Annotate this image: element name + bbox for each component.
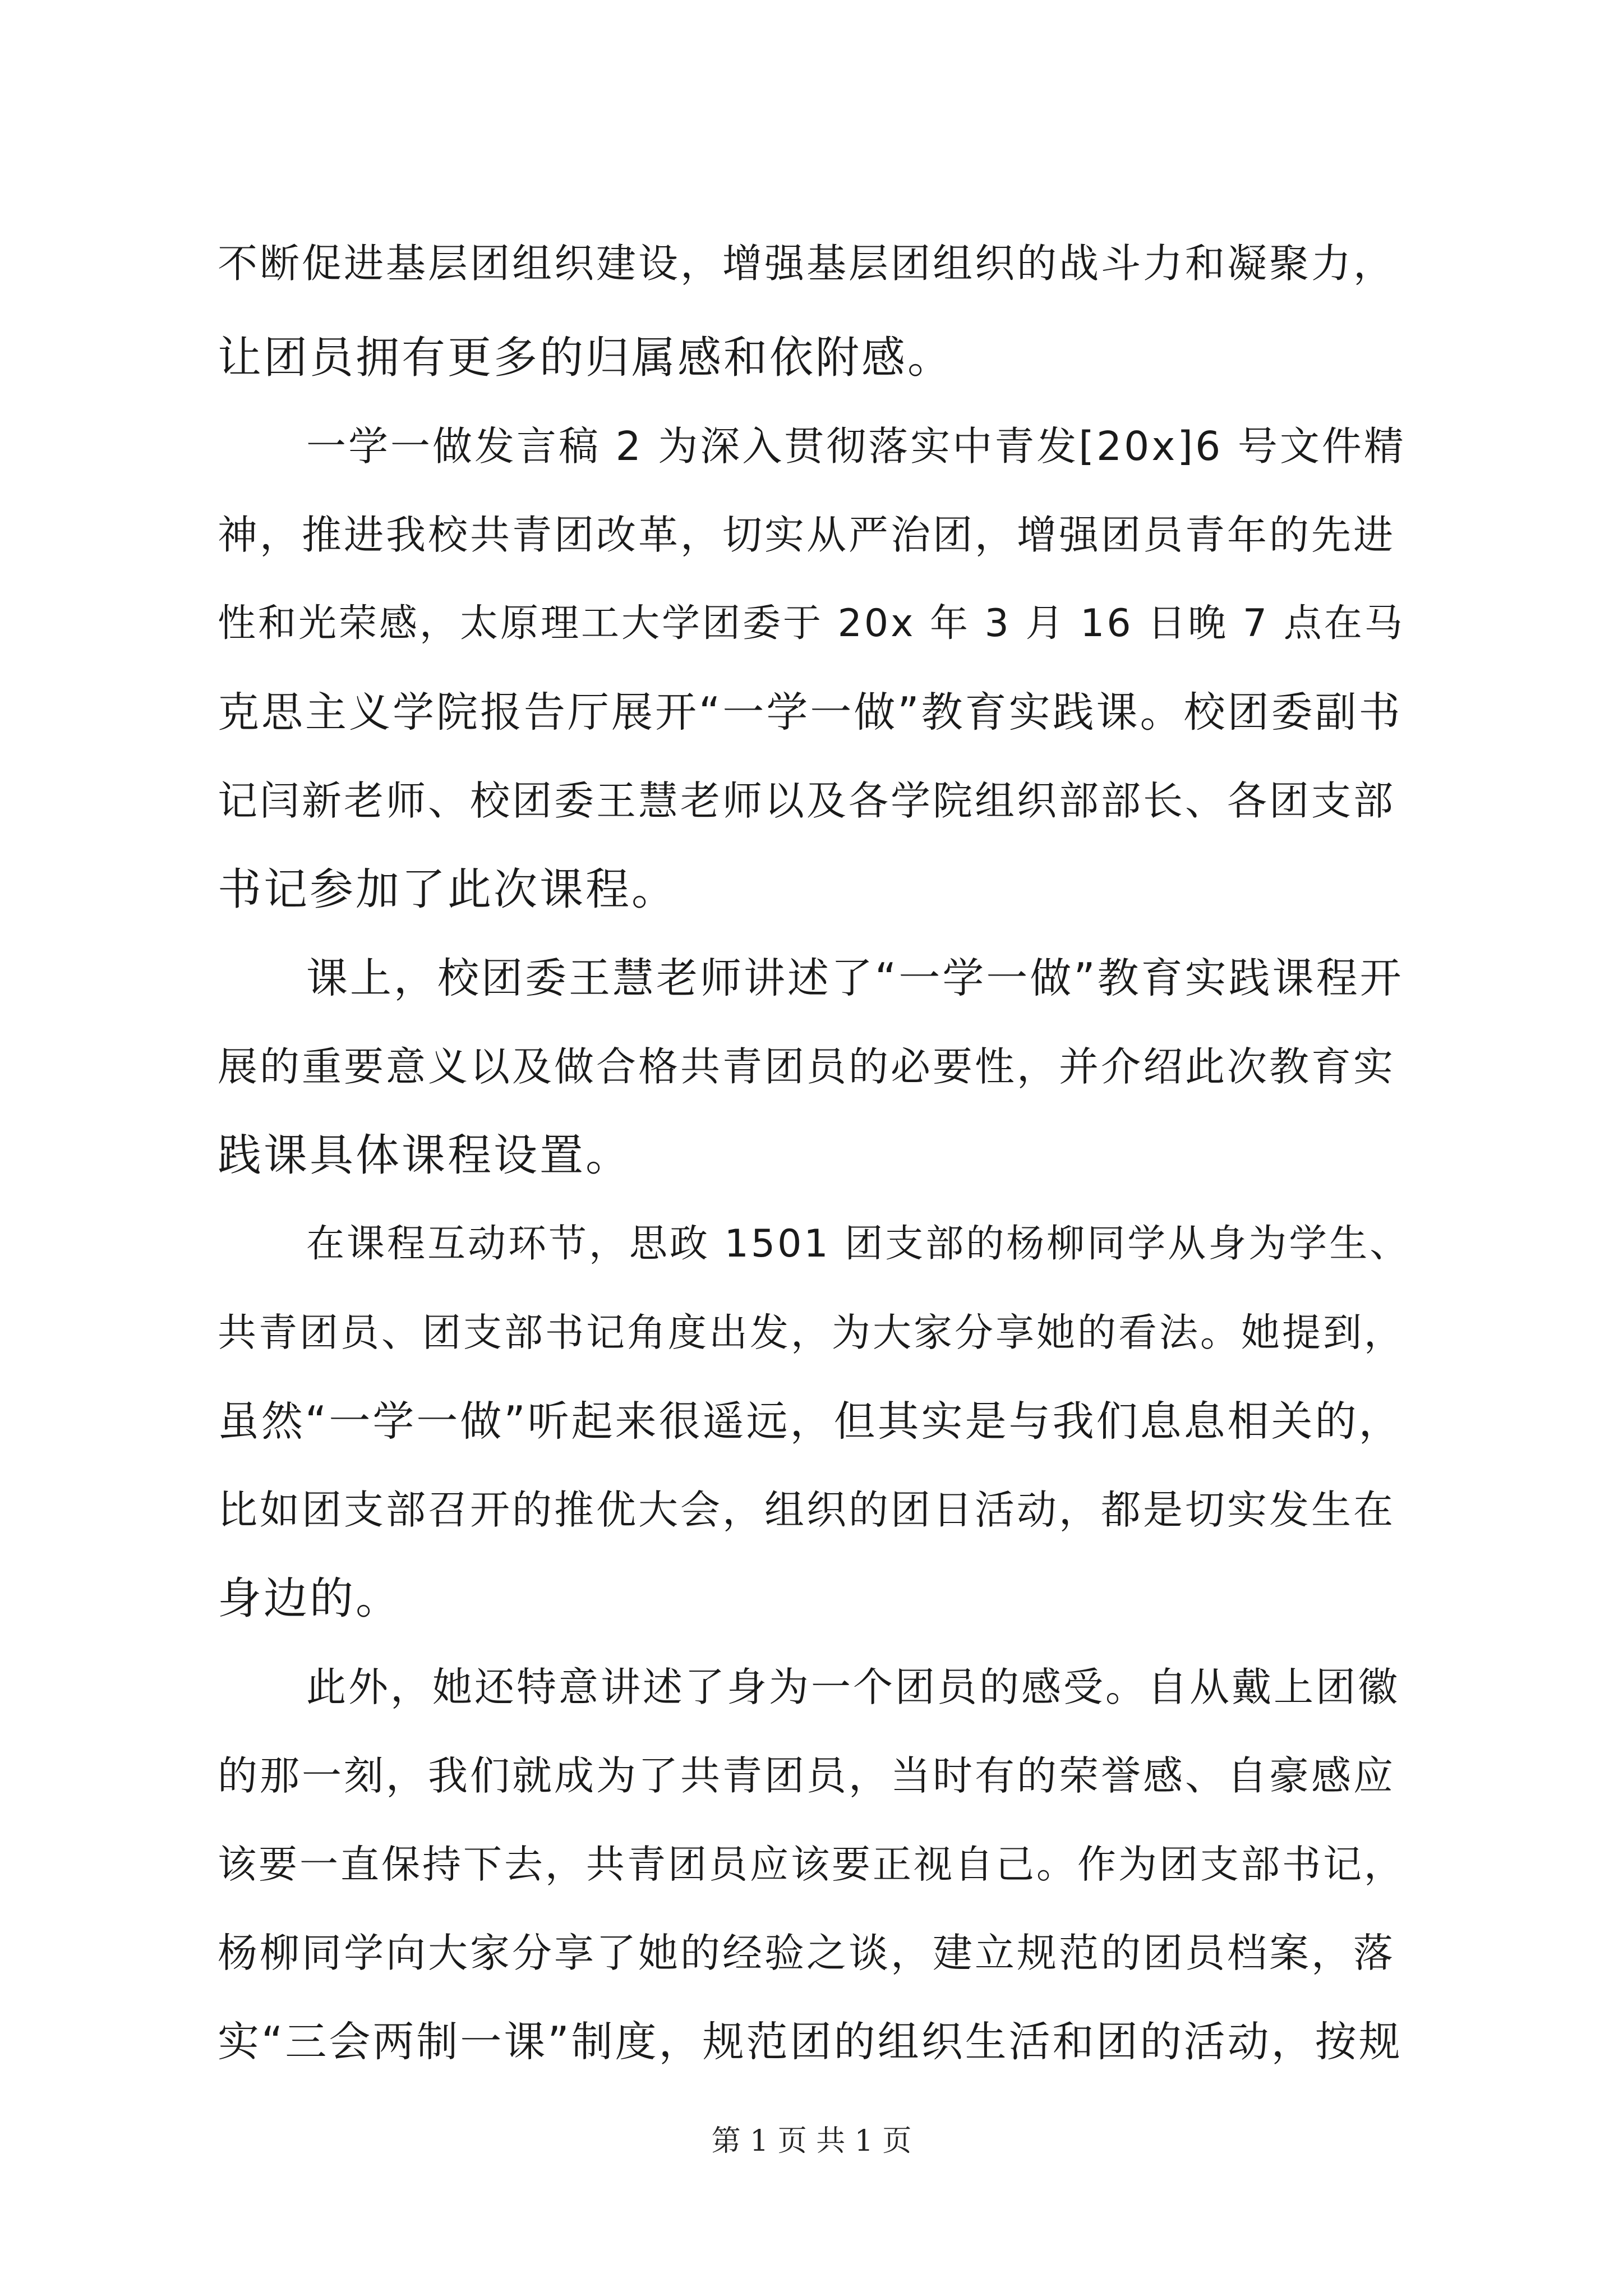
text-line-11: 践课具体课程设置。 [218,1130,632,1181]
page-footer: 第 1 页 共 1 页 [711,2124,912,2158]
text-line-20: 杨柳同学向大家分享了她的经验之谈，建立规范的团员档案，落 [218,1930,1396,1976]
text-line-8: 书记参加了此次课程。 [218,864,678,915]
text-line-16: 身边的。 [218,1573,402,1624]
text-line-12: 在课程互动环节，思政 1501 团支部的杨柳同学从身为学生、 [306,1222,1410,1266]
text-line-14: 虽然“一学一做”听起来很遥远，但其实是与我们息息相关的， [218,1397,1403,1446]
text-line-2: 让团员拥有更多的归属感和依附感。 [218,333,954,383]
text-line-13: 共青团员、团支部书记角度出发，为大家分享她的看法。她提到， [218,1310,1405,1355]
text-line-4: 神，推进我校共青团改革，切实从严治团，增强团员青年的先进 [218,512,1396,558]
text-line-7: 记闫新老师、校团委王慧老师以及各学院组织部部长、各团支部 [218,777,1396,824]
text-line-9: 课上，校团委王慧老师讲述了“一学一做”教育实践课程开 [306,954,1404,1002]
text-line-21: 实“三会两制一课”制度，规范团的组织生活和团的活动，按规 [218,2018,1403,2066]
text-line-1: 不断促进基层团组织建设，增强基层团组织的战斗力和凝聚力， [218,240,1396,287]
text-line-19: 该要一直保持下去，共青团员应该要正视自己。作为团支部书记， [218,1842,1405,1887]
text-line-17: 此外，她还特意讲述了身为一个团员的感受。自从戴上团徽 [306,1664,1400,1710]
text-line-6: 克思主义学院报告厅展开“一学一做”教育实践课。校团委副书 [218,688,1403,737]
text-line-15: 比如团支部召开的推优大会，组织的团日活动，都是切实发生在 [218,1487,1396,1533]
text-line-10: 展的重要意义以及做合格共青团员的必要性，并介绍此次教育实 [218,1043,1396,1090]
text-line-5: 性和光荣感，太原理工大学团委于 20x 年 3 月 16 日晚 7 点在马 [218,601,1405,646]
text-line-18: 的那一刻，我们就成为了共青团员，当时有的荣誉感、自豪感应 [218,1752,1396,1799]
text-line-3: 一学一做发言稿 2 为深入贯彻落实中青发[20x]6 号文件精 [306,423,1406,470]
